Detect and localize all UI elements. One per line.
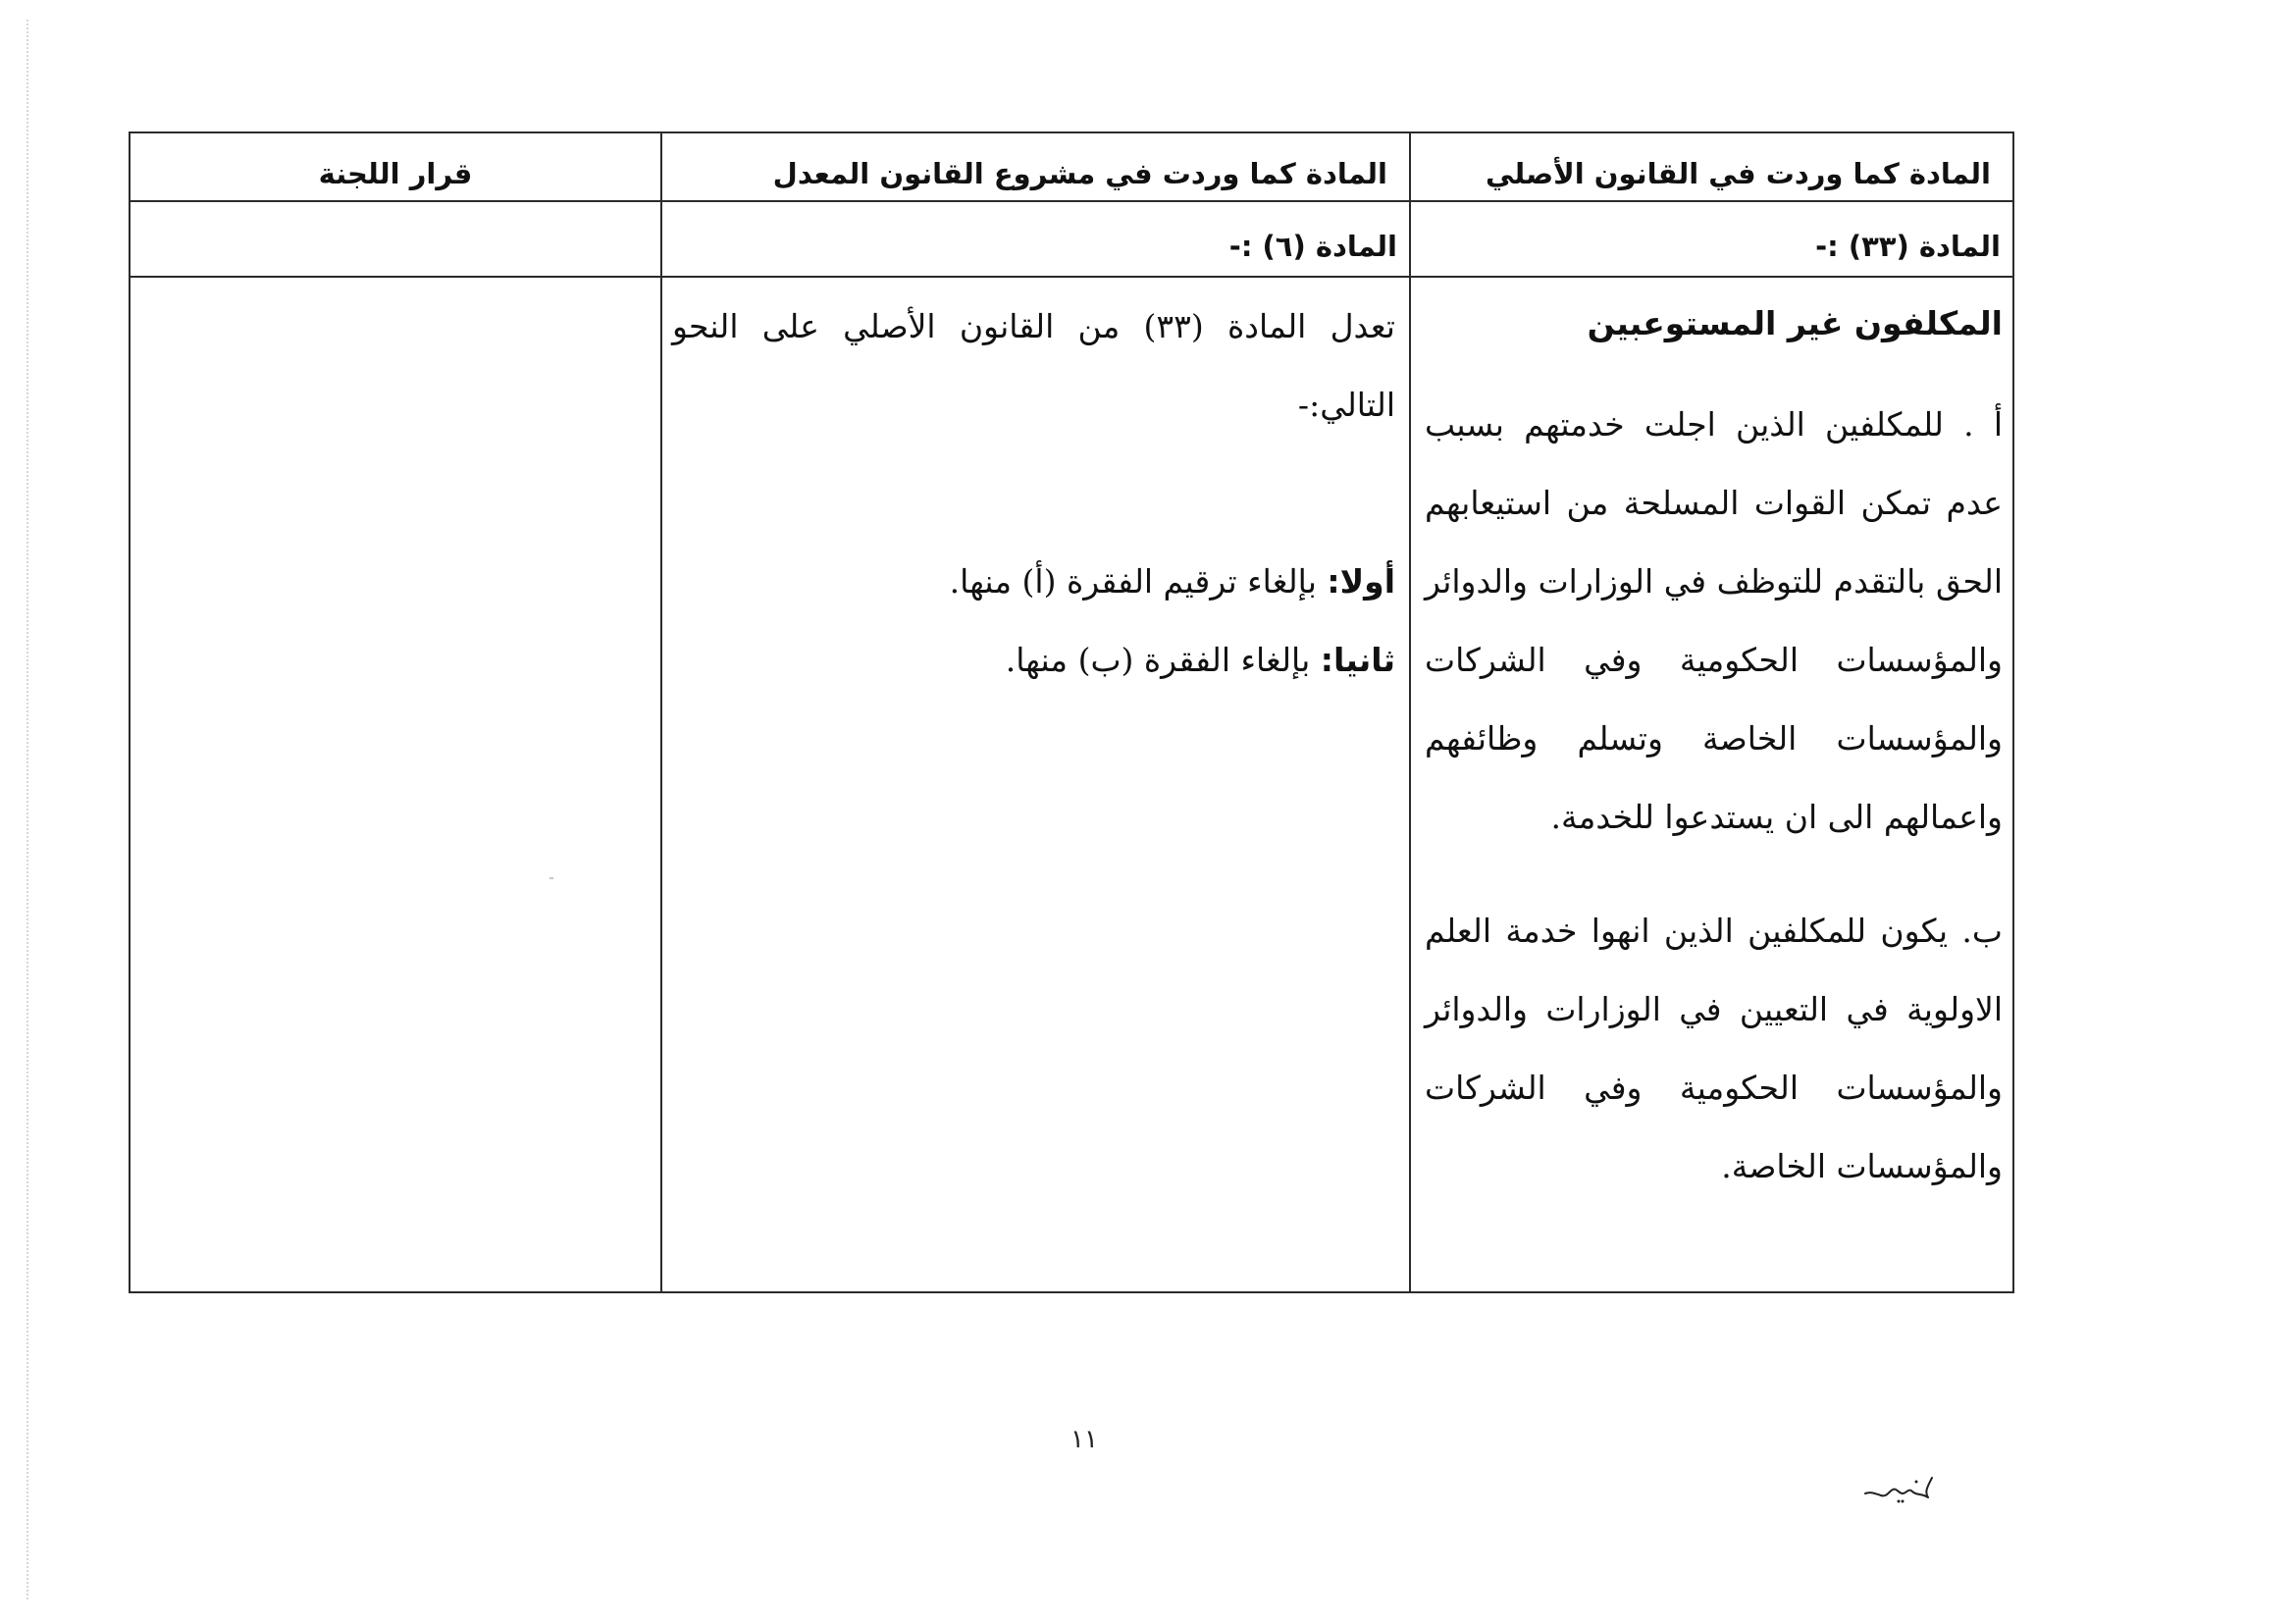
original-section-title: المكلفون غير المستوعبين bbox=[1587, 304, 2003, 342]
article-label-amended: المادة (٦) :- bbox=[661, 201, 1410, 277]
page-number: ١١ bbox=[1070, 1425, 1098, 1454]
amended-item-second-text: بإلغاء الفقرة (ب) منها. bbox=[1005, 641, 1321, 679]
amended-item-first-lead: أولا: bbox=[1327, 562, 1395, 601]
handwritten-signature bbox=[1859, 1472, 1938, 1505]
header-committee-decision: قرار اللجنة bbox=[130, 132, 661, 201]
article-label-committee bbox=[130, 201, 661, 277]
amended-intro: تعدل المادة (٣٣) من القانون الأصلي على النحو التالي:- bbox=[672, 307, 1395, 424]
amended-item-first-text: بإلغاء ترقيم الفقرة (أ) منها. bbox=[949, 562, 1328, 601]
amended-item-second bbox=[672, 621, 1395, 700]
header-amended-draft: المادة كما وردت في مشروع القانون المعدل bbox=[661, 132, 1410, 201]
amended-item-first bbox=[672, 543, 1395, 621]
original-paragraph-b: ب. يكون للمكلفين الذين انهوا خدمة العلم الاولوية في التعيين في الوزارات والدوائر والمؤسسات الحكومية وفي الشركات والمؤسسات الخاصة. bbox=[1425, 912, 2003, 1185]
table-header-row bbox=[130, 132, 2013, 201]
article-label-original: المادة (٣٣) :- bbox=[1410, 201, 2013, 277]
original-paragraph-a: أ . للمكلفين الذين اجلت خدمتهم بسبب عدم تمكن القوات المسلحة من استيعابهم الحق بالتقدم للتوظف في الوزارات والدوائر والمؤسسات الحكومية وفي الشركات والمؤسسات الخاصة وتسلم وظائفهم واعمالهم الى ان يستدعوا للخدمة. bbox=[1425, 405, 2003, 836]
amended-article-body bbox=[661, 277, 1410, 1292]
scan-margin-dots bbox=[26, 20, 28, 1599]
committee-decision-body bbox=[130, 277, 661, 1292]
comparison-table bbox=[129, 131, 2014, 1293]
article-body-row bbox=[130, 277, 2013, 1292]
original-article-body bbox=[1410, 277, 2013, 1292]
amended-spacer bbox=[672, 445, 1395, 543]
header-original-law: المادة كما وردت في القانون الأصلي bbox=[1410, 132, 2013, 201]
signature-mark bbox=[1859, 1472, 1938, 1505]
amended-item-second-lead: ثانيا: bbox=[1320, 641, 1395, 679]
article-number-row bbox=[130, 201, 2013, 277]
